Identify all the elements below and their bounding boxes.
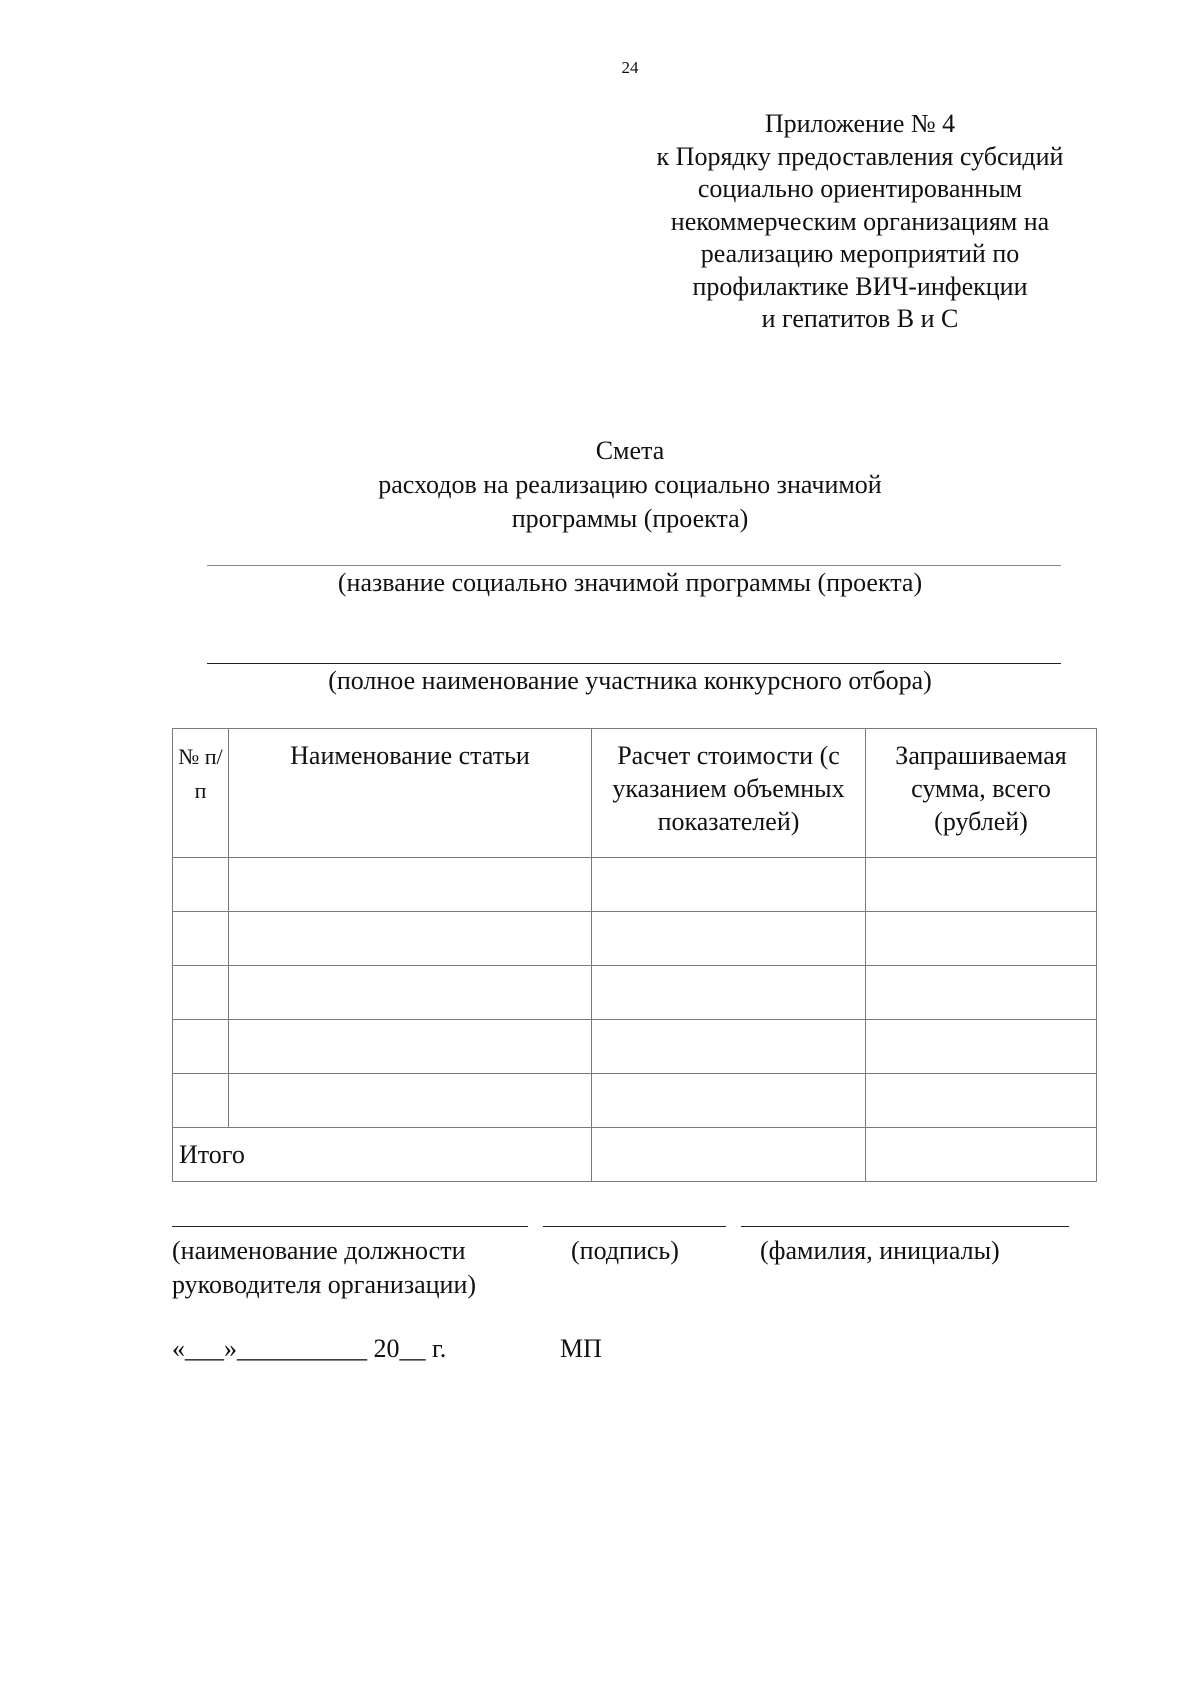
title-line-1: Смета [595,436,665,465]
appendix-line: профилактике ВИЧ-инфекции [692,271,1028,301]
header-num: № п/п [173,729,229,858]
header-calc: Расчет стоимости (с указанием объемных показателей) [592,729,866,858]
appendix-line: реализацию мероприятий по [700,239,1020,268]
cell-num[interactable] [173,912,229,966]
document-title [200,434,1060,536]
appendix-line: некоммерческим организациям на [670,206,1050,236]
header-item: Наименование статьи [229,729,592,858]
cell-item[interactable] [229,912,592,966]
cell-sum[interactable] [866,1020,1097,1074]
table-row [173,1074,1097,1128]
program-name-line[interactable] [207,565,1061,566]
full-name-caption: (фамилия, инициалы) [760,1236,1000,1265]
cell-calc[interactable] [592,858,866,912]
cell-sum[interactable] [866,858,1097,912]
cell-item[interactable] [229,1020,592,1074]
position-caption: (наименование должности руководителя организации) [172,1236,477,1299]
header-sum: Запрашиваемая сумма, всего (рублей) [866,729,1097,858]
table-row [173,912,1097,966]
total-sum[interactable] [866,1128,1097,1182]
table-row [173,966,1097,1020]
cell-calc[interactable] [592,1020,866,1074]
cell-calc[interactable] [592,1074,866,1128]
appendix-header [640,108,1080,336]
signature-caption: (подпись) [571,1236,679,1265]
appendix-line: социально ориентированным [697,174,1023,203]
cell-num[interactable] [173,1020,229,1074]
cell-num[interactable] [173,1074,229,1128]
total-row [173,1128,1097,1182]
budget-table [172,728,1097,1182]
cell-sum[interactable] [866,966,1097,1020]
seal-placeholder: МП [560,1334,602,1363]
cell-calc[interactable] [592,966,866,1020]
total-calc[interactable] [592,1128,866,1182]
page-number: 24 [621,58,639,77]
program-name-caption: (название социально значимой программы (проекта) [337,568,923,597]
table-header-row [173,729,1097,858]
appendix-line: Приложение № 4 [764,109,956,138]
full-name-line[interactable] [741,1226,1069,1227]
title-line-2: расходов на реализацию социально значимой [378,470,882,499]
date-line[interactable]: «___»__________ 20__ г. [172,1334,447,1363]
cell-calc[interactable] [592,912,866,966]
cell-item[interactable] [229,1074,592,1128]
appendix-line: и гепатитов В и С [761,304,959,333]
participant-name-line[interactable] [207,663,1061,664]
signature-line[interactable] [543,1226,726,1227]
participant-name-caption: (полное наименование участника конкурсного отбора) [328,666,932,695]
title-line-3: программы (проекта) [511,504,749,533]
cell-num[interactable] [173,858,229,912]
cell-sum[interactable] [866,1074,1097,1128]
appendix-line: к Порядку предоставления субсидий [656,141,1064,171]
table-row [173,1020,1097,1074]
cell-item[interactable] [229,966,592,1020]
total-label: Итого [173,1128,592,1182]
cell-sum[interactable] [866,912,1097,966]
table-row [173,858,1097,912]
position-line[interactable] [172,1226,528,1227]
cell-item[interactable] [229,858,592,912]
cell-num[interactable] [173,966,229,1020]
